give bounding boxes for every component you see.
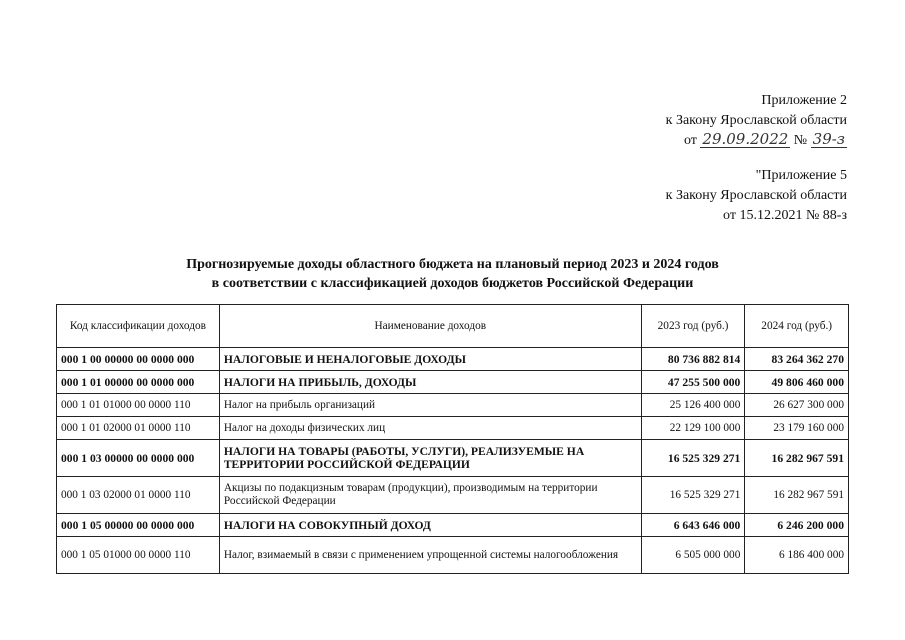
header-2023: 2023 год (руб.) — [641, 305, 745, 348]
number-prefix: № — [793, 133, 808, 148]
row-2023: 6 505 000 000 — [641, 537, 745, 574]
table-header-row — [57, 305, 849, 348]
row-2023: 25 126 400 000 — [641, 394, 745, 417]
table-row — [57, 477, 849, 514]
row-2023: 80 736 882 814 — [641, 348, 745, 371]
header-code: Код классификации доходов — [57, 305, 220, 348]
row-name: Налог на доходы физических лиц — [219, 417, 641, 440]
row-code: 000 1 01 02000 01 0000 110 — [57, 417, 220, 440]
row-name: НАЛОГИ НА СОВОКУПНЫЙ ДОХОД — [219, 514, 641, 537]
row-2024: 16 282 967 591 — [745, 477, 849, 514]
row-code: 000 1 01 00000 00 0000 000 — [57, 371, 220, 394]
row-2023: 16 525 329 271 — [641, 477, 745, 514]
row-code: 000 1 03 00000 00 0000 000 — [57, 440, 220, 477]
table-row — [57, 371, 849, 394]
table-row — [57, 394, 849, 417]
header-name: Наименование доходов — [219, 305, 641, 348]
table-row — [57, 417, 849, 440]
annex-2-law-reference: к Закону Ярославской области — [665, 113, 847, 128]
row-name: Налог на прибыль организаций — [219, 394, 641, 417]
row-2024: 23 179 160 000 — [745, 417, 849, 440]
table-row — [57, 440, 849, 477]
row-2024: 6 246 200 000 — [745, 514, 849, 537]
row-code: 000 1 00 00000 00 0000 000 — [57, 348, 220, 371]
annex-5-header — [666, 166, 847, 226]
row-2023: 6 643 646 000 — [641, 514, 745, 537]
annex-2-date-line — [666, 131, 847, 151]
handwritten-date: 29.09.2022 — [702, 130, 789, 148]
row-code: 000 1 01 01000 00 0000 110 — [57, 394, 220, 417]
annex-5-law-reference: к Закону Ярославской области — [665, 188, 847, 203]
annex-5-title: "Приложение 5 — [755, 168, 847, 183]
row-code: 000 1 03 02000 01 0000 110 — [57, 477, 220, 514]
row-code: 000 1 05 00000 00 0000 000 — [57, 514, 220, 537]
table-row — [57, 537, 849, 574]
row-name: Акцизы по подакцизным товарам (продукции), производимым на территории Российской Федерации — [219, 477, 641, 514]
row-2023: 16 525 329 271 — [641, 440, 745, 477]
handwritten-number: 39-з — [812, 130, 845, 148]
annex-2-title: Приложение 2 — [761, 93, 847, 108]
row-name: НАЛОГИ НА ТОВАРЫ (РАБОТЫ, УСЛУГИ), РЕАЛИЗУЕМЫЕ НА ТЕРРИТОРИИ РОССИЙСКОЙ ФЕДЕРАЦИИ — [219, 440, 641, 477]
row-name: НАЛОГИ НА ПРИБЫЛЬ, ДОХОДЫ — [219, 371, 641, 394]
annex-5-date: от 15.12.2021 № 88-з — [723, 208, 847, 223]
table-row — [57, 514, 849, 537]
row-2024: 16 282 967 591 — [745, 440, 849, 477]
table-row — [57, 348, 849, 371]
title-line-2: в соответствии с классификацией доходов бюджетов Российской Федерации — [211, 276, 694, 291]
row-2024: 6 186 400 000 — [745, 537, 849, 574]
annex-2-header — [666, 91, 847, 151]
row-2023: 22 129 100 000 — [641, 417, 745, 440]
row-name: НАЛОГОВЫЕ И НЕНАЛОГОВЫЕ ДОХОДЫ — [219, 348, 641, 371]
title-line-1: Прогнозируемые доходы областного бюджета на плановый период 2023 и 2024 годов — [186, 257, 719, 272]
row-2024: 26 627 300 000 — [745, 394, 849, 417]
income-table — [56, 304, 849, 574]
row-name: Налог, взимаемый в связи с применением упрощенной системы налогообложения — [219, 537, 641, 574]
document-title — [0, 255, 905, 293]
row-code: 000 1 05 01000 00 0000 110 — [57, 537, 220, 574]
row-2024: 49 806 460 000 — [745, 371, 849, 394]
row-2024: 83 264 362 270 — [745, 348, 849, 371]
row-2023: 47 255 500 000 — [641, 371, 745, 394]
date-prefix: от — [683, 133, 697, 148]
header-2024: 2024 год (руб.) — [745, 305, 849, 348]
